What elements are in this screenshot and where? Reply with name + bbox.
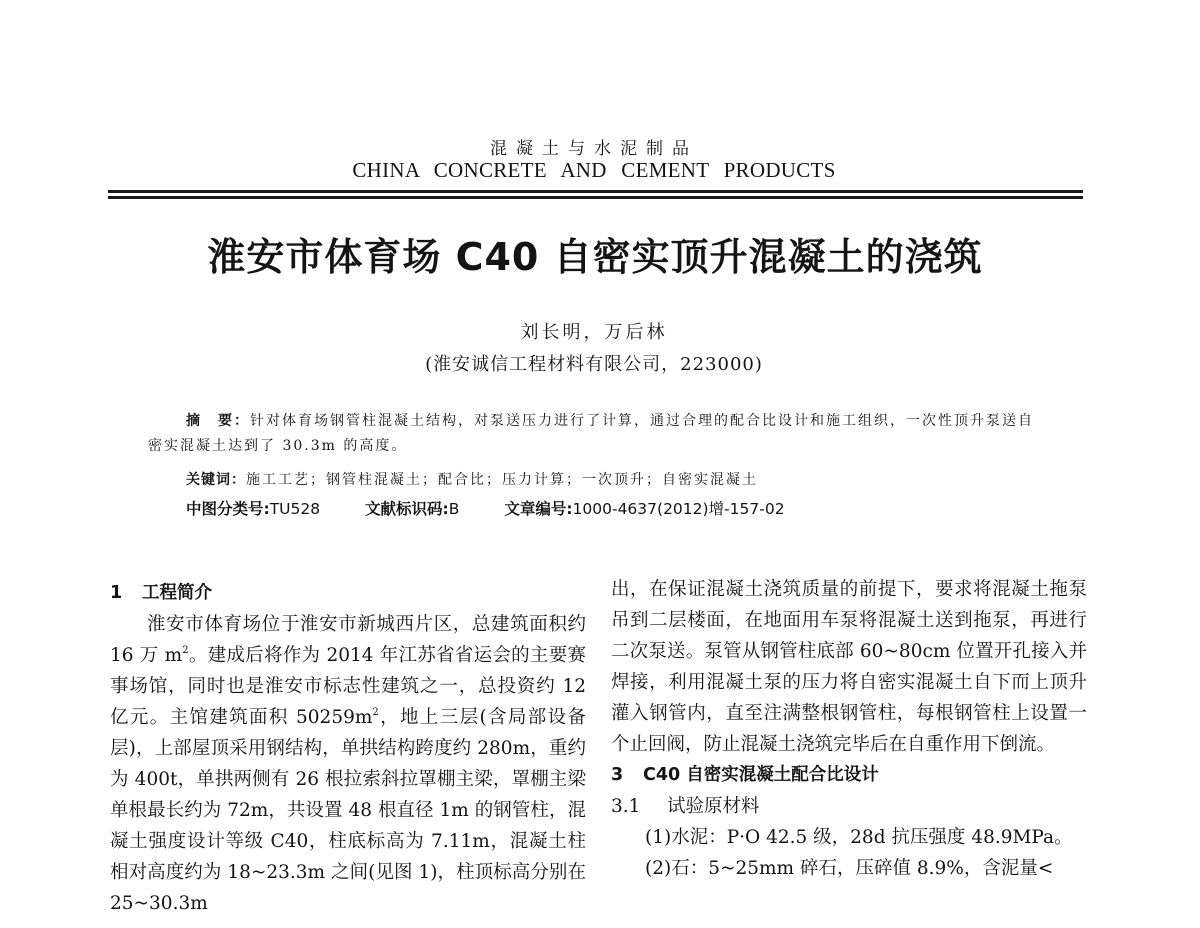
abstract-label: 摘 要：: [186, 413, 250, 429]
keywords: [186, 469, 1046, 489]
header-rule-bottom: [108, 196, 1083, 199]
continued-paragraph: 出，在保证混凝土浇筑质量的前提下，要求将混凝土拖泵吊到二层楼面，在地面用车泵将混凝土送到拖泵，再进行二次泵送。泵管从钢管柱底部 60~80cm 位置开孔接入并焊接，利用混凝土泵的压力将自密实混凝土自下而上顶升灌入钢管内，直至注满整根钢管柱，每根钢管柱上设置一个止回阀，防止混凝土浇筑完毕后在自重作用下倒流。: [611, 579, 1087, 755]
body-left-column: [110, 578, 586, 919]
article-title: 淮安市体育场 C40 自密实顶升混凝土的浇筑: [207, 235, 983, 279]
keywords-label: 关键词：: [186, 472, 246, 488]
material-item: (1)水泥：P·O 42.5 级，28d 抗压强度 48.9MPa。: [645, 827, 1073, 848]
clc-number: 中图分类号:TU528: [186, 500, 321, 518]
classification-line: [186, 497, 1046, 519]
subsection-3-1-heading: 3.1 试验原材料: [611, 796, 760, 817]
journal-name-english: CHINA CONCRETE AND CEMENT PRODUCTS: [352, 158, 836, 182]
section-1-heading: 1 工程简介: [110, 583, 212, 603]
header-rule-top: [108, 190, 1083, 193]
article-authors: 刘长明，万后林: [520, 322, 668, 343]
journal-name-chinese: 混凝土与水泥制品: [490, 139, 698, 159]
article-affiliation: (淮安诚信工程材料有限公司，223000): [425, 354, 763, 375]
article-number: 文章编号:1000-4637(2012)增-157-02: [504, 500, 785, 518]
material-item: (2)石：5~25mm 碎石，压碎值 8.9%，含泥量<: [645, 858, 1054, 879]
section-3-heading: 3 C40 自密实混凝土配合比设计: [611, 765, 879, 785]
abstract: [148, 409, 1048, 459]
section-1-paragraph: 淮安市体育场位于淮安市新城西片区，总建筑面积约 16 万 $m^2$。建成后将作为 2014 年江苏省省运会的主要赛事场馆，同时也是淮安市标志性建筑之一，总投资约 12 亿元。主馆建筑面积 $50259m^2$，地上三层(含局部设备层)，上部屋顶采用钢结构，单拱结构跨度约 280m，重约为 400t，单拱两侧有 26 根拉索斜拉罩棚主梁，罩棚主梁单根最长约为 72m，共设置 48 根直径 1m 的钢管柱，混凝土强度设计等级 C40，柱底标高为 7.11m，混凝土柱相对高度约为 18~23.3m 之间(见图 1)，柱顶标高分别在 25~30.3m: [110, 614, 586, 914]
document-code: 文献标识码:B: [365, 500, 460, 518]
abstract-text: 针对体育场钢管柱混凝土结构，对泵送压力进行了计算，通过合理的配合比设计和施工组织，一次性顶升泵送自密实混凝土达到了 30.3m 的高度。: [148, 413, 1034, 454]
body-right-column: [611, 574, 1087, 884]
keywords-text: 施工工艺；钢管柱混凝土；配合比；压力计算；一次顶升；自密实混凝土: [246, 472, 758, 488]
